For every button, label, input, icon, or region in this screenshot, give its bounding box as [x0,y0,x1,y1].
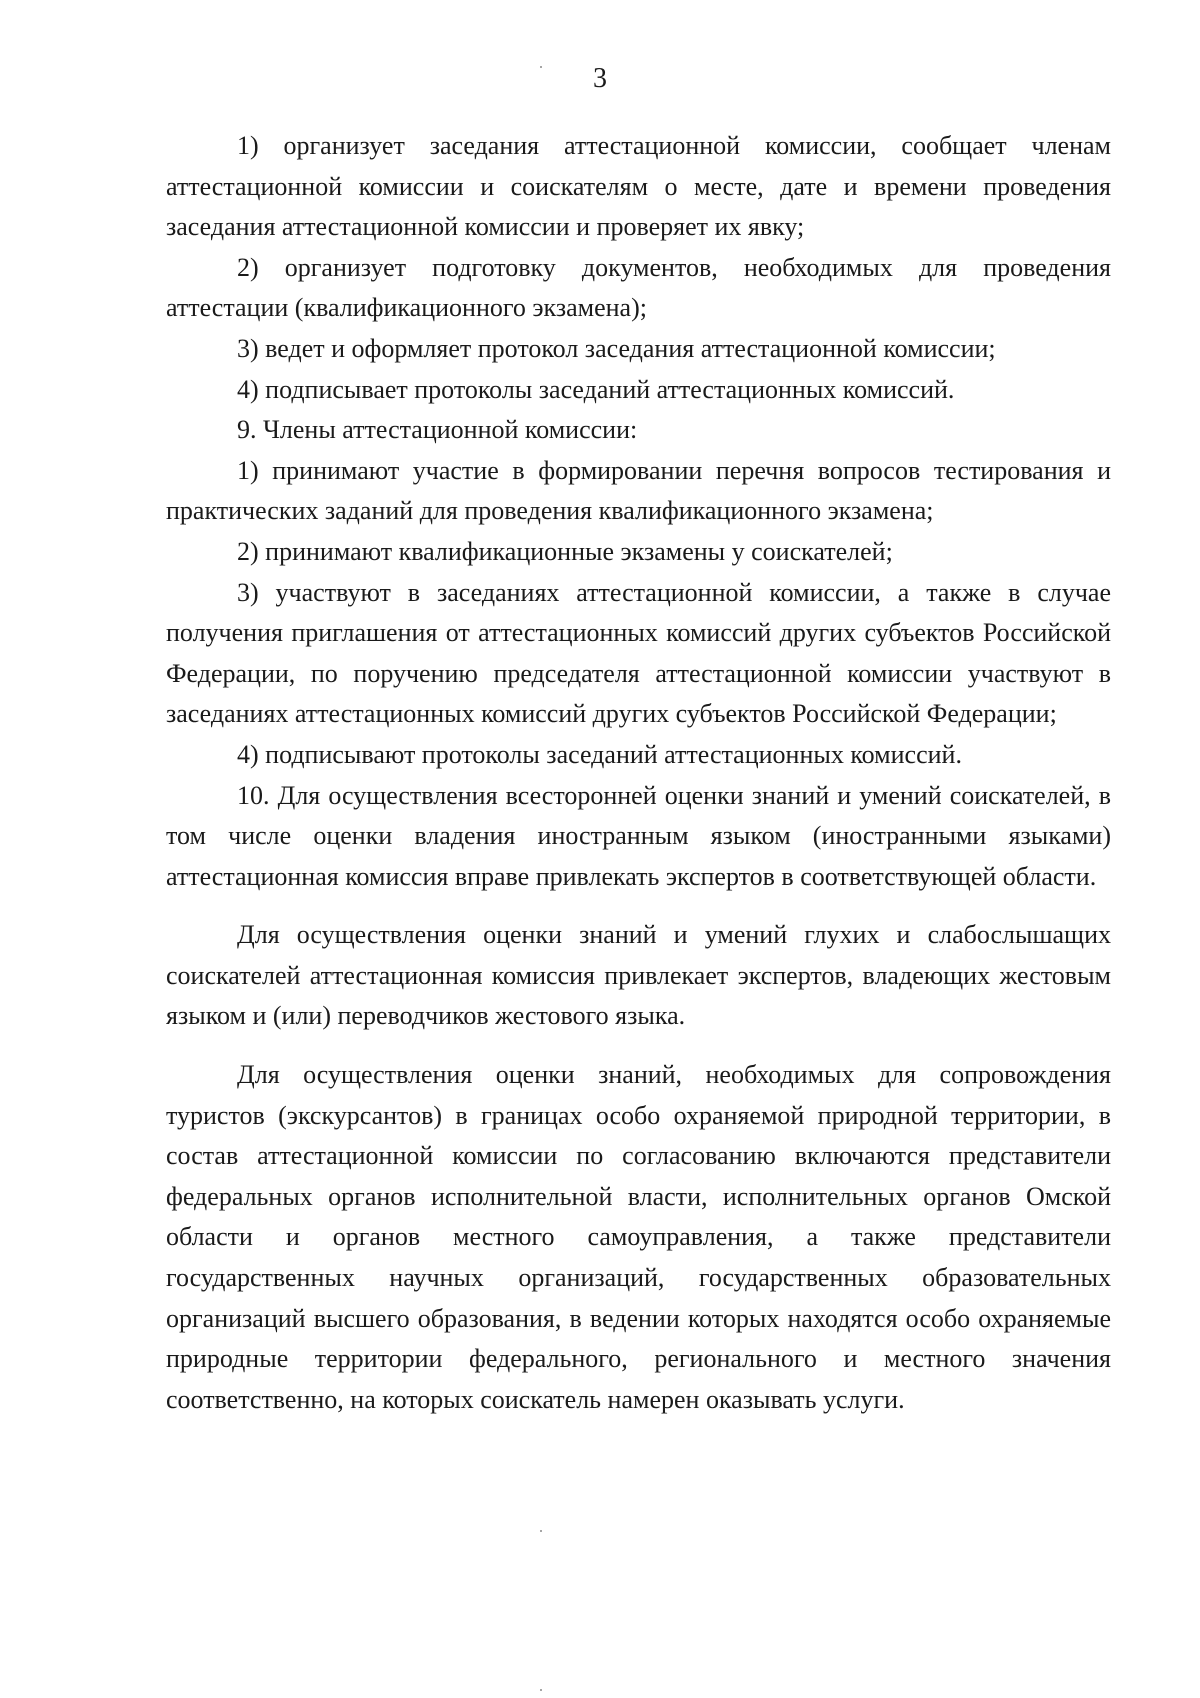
paragraph-member-duty-4: 4) подписывают протоколы заседаний аттестационных комиссий. [237,739,962,769]
scan-speck [540,1530,542,1532]
paragraph-duty-2: 2) организует подготовку документов, необходимых для проведения аттестации (квалификационного экзамена); [166,252,1111,323]
scan-speck [540,66,542,68]
paragraph-section-10: 10. Для осуществления всесторонней оценки знаний и умений соискателей, в том числе оценки владения иностранным языком (иностранными языками) аттестационная комиссия вправе привлекать экспертов в соответствующей области. [166,780,1111,891]
paragraph-member-duty-1: 1) принимают участие в формировании перечня вопросов тестирования и практических заданий для проведения квалификационного экзамена; [166,455,1111,526]
scan-speck [540,1689,542,1691]
paragraph-protected-territories: Для осуществления оценки знаний, необходимых для сопровождения туристов (экскурсантов) в границах особо охраняемой природной территории, в состав аттестационной комиссии по согласованию включаются представители федеральных органов исполнительной власти, исполнительных органов Омской области и органов местного самоуправления, а также представители государственных научных организаций, государственных образовательных организаций высшего образования, в ведении которых находятся особо охраняемые природные территории федерального, регионального и местного значения соответственно, на которых соискатель намерен оказывать услуги. [166,1060,1111,1414]
paragraph-section-9: 9. Члены аттестационной комиссии: [237,415,638,445]
paragraph-duty-4: 4) подписывает протоколы заседаний аттестационных комиссий. [237,374,955,404]
paragraph-member-duty-3: 3) участвуют в заседаниях аттестационной комиссии, а также в случае получения приглашения от аттестационных комиссий других субъектов Российской Федерации, по поручению председателя аттестационной комиссии участвуют в заседаниях аттестационных комиссий других субъектов Российской Федерации; [166,577,1111,729]
paragraph-deaf-candidates: Для осуществления оценки знаний и умений глухих и слабослышащих соискателей аттестационная комиссия привлекает экспертов, владеющих жестовым языком и (или) переводчиков жестового языка. [166,920,1111,1031]
paragraph-duty-3: 3) ведет и оформляет протокол заседания аттестационной комиссии; [237,333,996,363]
paragraph-member-duty-2: 2) принимают квалификационные экзамены у соискателей; [237,536,893,566]
paragraph-duty-1: 1) организует заседания аттестационной комиссии, сообщает членам аттестационной комиссии и соискателям о месте, дате и времени проведения заседания аттестационной комиссии и проверяет их явку; [166,131,1111,242]
page-number: 3 [593,63,607,94]
document-body [166,126,1111,1420]
